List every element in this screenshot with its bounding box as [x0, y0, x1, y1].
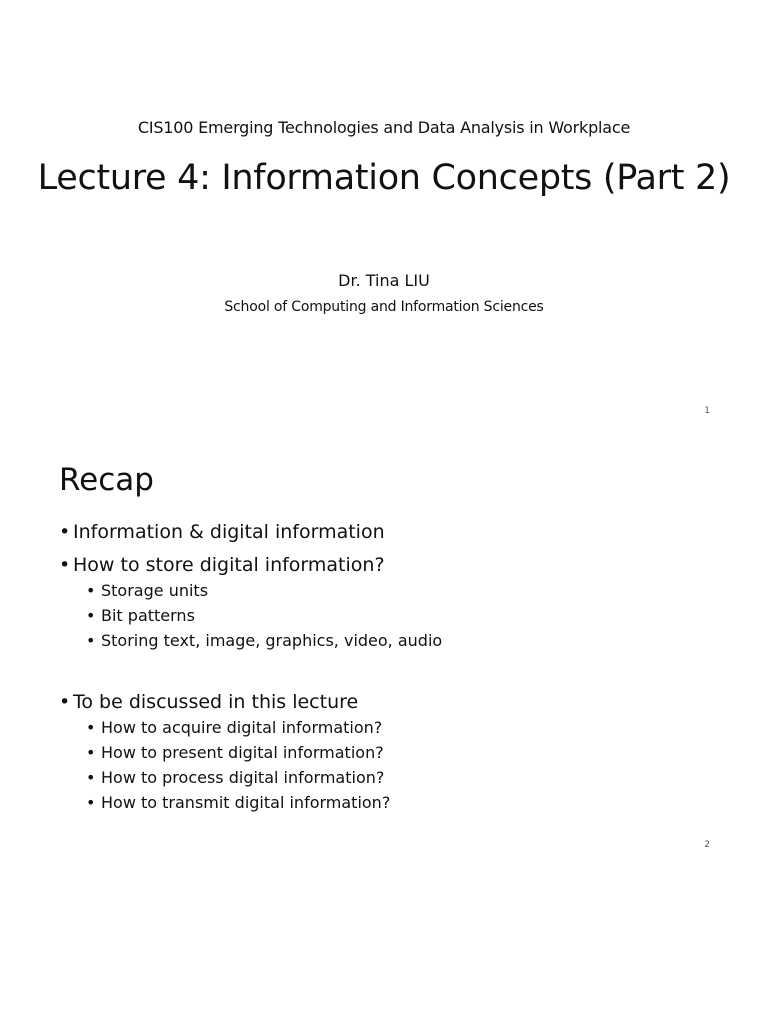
sub-bullet-text: Storing text, image, graphics, video, audio	[101, 631, 443, 650]
sub-bullet-text: How to process digital information?	[101, 768, 385, 787]
sub-bullet-item	[86, 740, 390, 765]
recap-bullet-list	[59, 516, 442, 653]
sub-bullet-text: How to acquire digital information?	[101, 718, 383, 737]
bullet-text: To be discussed in this lecture	[73, 691, 359, 713]
sub-bullet-item	[86, 790, 390, 815]
page-number: 2	[704, 840, 710, 850]
course-title: CIS100 Emerging Technologies and Data Analysis in Workplace	[137, 118, 631, 137]
sub-bullet-item	[86, 578, 442, 603]
bullet-glyph: •	[86, 793, 96, 812]
sub-bullet-text: Bit patterns	[101, 606, 195, 625]
sub-bullet-item	[86, 628, 442, 653]
sub-bullet-item	[86, 765, 390, 790]
bullet-glyph: •	[59, 554, 71, 576]
sub-bullet-text: How to present digital information?	[101, 743, 384, 762]
bullet-glyph: •	[59, 691, 71, 713]
bullet-glyph: •	[86, 768, 96, 787]
author-name: Dr. Tina LIU	[338, 271, 430, 290]
bullet-item	[59, 516, 442, 549]
bullet-glyph: •	[86, 718, 96, 737]
sub-bullet-text: Storage units	[101, 581, 209, 600]
bullet-glyph: •	[59, 521, 71, 543]
bullet-glyph: •	[86, 743, 96, 762]
bullet-glyph: •	[86, 631, 96, 650]
sub-bullet-text: How to transmit digital information?	[101, 793, 391, 812]
sub-bullet-list	[86, 715, 390, 815]
discussion-bullet-list	[59, 686, 390, 815]
sub-bullet-item	[86, 715, 390, 740]
bullet-item	[59, 686, 390, 815]
bullet-glyph: •	[86, 606, 96, 625]
bullet-glyph: •	[86, 581, 96, 600]
sub-bullet-list	[86, 578, 442, 653]
bullet-text: Information & digital information	[73, 521, 385, 543]
recap-slide	[0, 432, 768, 872]
author-affiliation: School of Computing and Information Sciences	[224, 299, 544, 315]
sub-bullet-item	[86, 603, 442, 628]
bullet-text: How to store digital information?	[73, 554, 385, 576]
slide-title: Recap	[59, 462, 154, 498]
lecture-title: Lecture 4: Information Concepts (Part 2)	[37, 158, 731, 198]
title-slide	[0, 0, 768, 432]
bullet-item	[59, 549, 442, 653]
page-number: 1	[704, 406, 710, 416]
